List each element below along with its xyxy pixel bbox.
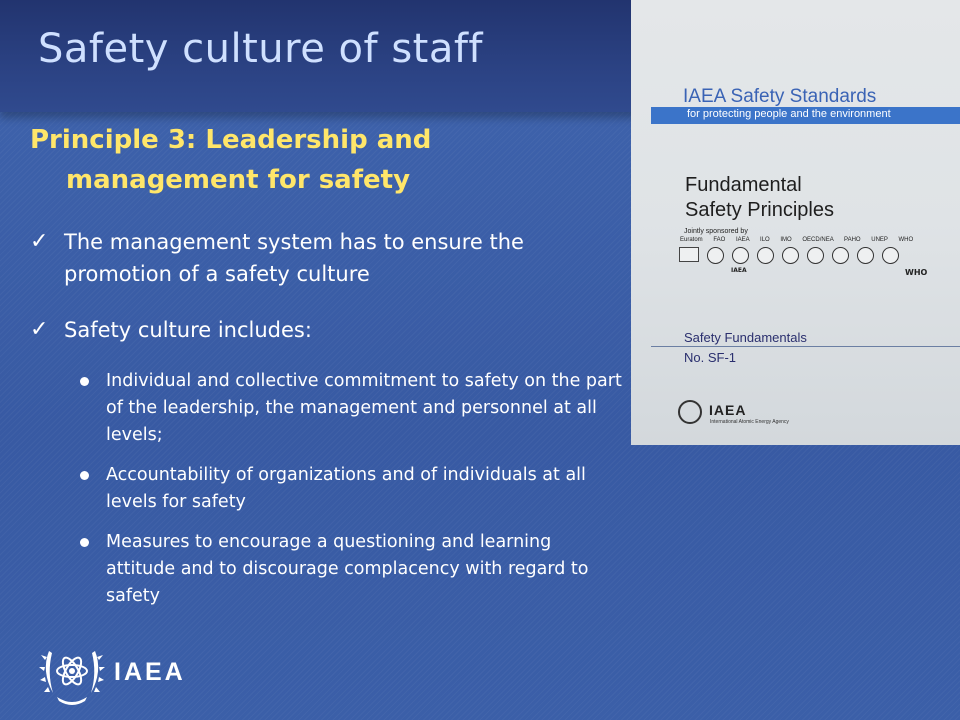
- paho-logo-icon: [832, 247, 849, 264]
- document-category: Safety Fundamentals: [684, 330, 807, 345]
- principle-heading: [30, 120, 620, 200]
- sponsor-logos: [679, 247, 899, 264]
- fao-logo-icon: [707, 247, 724, 264]
- document-title-line-2: Safety Principles: [685, 199, 834, 221]
- principle-line-2: management for safety: [66, 165, 411, 195]
- bullet-item: [80, 462, 625, 516]
- sponsor-caption-who: WHO: [905, 268, 928, 277]
- euratom-logo-icon: [679, 247, 699, 262]
- who-logo-icon: [882, 247, 899, 264]
- check-list: [30, 226, 630, 346]
- principle-line-1: Principle 3: Leadership and: [30, 125, 432, 155]
- unep-logo-icon: [857, 247, 874, 264]
- footer-org-name: IAEA: [114, 658, 186, 686]
- bullet-icon: [80, 471, 89, 480]
- series-band: [651, 107, 960, 124]
- bullet-item-text: Measures to encourage a questioning and learning attitude and to discourage complacency with regard to safety: [106, 532, 589, 606]
- iaea-logo-icon: [732, 247, 749, 264]
- document-number: No. SF-1: [684, 350, 737, 365]
- jointly-sponsored-label: Jointly sponsored by: [684, 228, 748, 235]
- imo-logo-icon: [782, 247, 799, 264]
- bullet-icon: [80, 377, 89, 386]
- publisher-name: IAEA: [709, 402, 747, 418]
- un-agency-logo-icon: [37, 637, 107, 711]
- check-item: [30, 314, 630, 346]
- publication-cover-photo: [631, 0, 960, 445]
- bullet-item-text: Individual and collective commitment to safety on the part of the leadership, the management and personnel at all levels;: [106, 371, 622, 445]
- document-title-line-1: Fundamental: [685, 174, 802, 196]
- series-title: IAEA Safety Standards: [683, 86, 877, 107]
- bullet-item: [80, 368, 625, 449]
- check-icon: ✓: [30, 229, 49, 254]
- publisher-full-name: International Atomic Energy Agency: [710, 419, 789, 425]
- bullet-list: [80, 368, 625, 623]
- sponsor-caption-iaea: IAEA: [731, 267, 747, 274]
- bullet-icon: [80, 538, 89, 547]
- check-item: [30, 226, 630, 290]
- bullet-item: [80, 529, 625, 610]
- series-subtitle: for protecting people and the environment: [687, 108, 891, 120]
- document-title: [685, 173, 834, 223]
- sponsor-names: Euratom FAO IAEA ILO IMO OECD/NEA PAHO UNEP WHO: [680, 237, 914, 243]
- bullet-item-text: Accountability of organizations and of individuals at all levels for safety: [106, 465, 586, 512]
- ilo-logo-icon: [757, 247, 774, 264]
- oecd-nea-logo-icon: [807, 247, 824, 264]
- cover-divider: [651, 346, 960, 347]
- check-item-text: Safety culture includes:: [64, 318, 312, 342]
- check-icon: ✓: [30, 317, 49, 342]
- iaea-emblem-icon: [678, 400, 702, 424]
- slide-title: Safety culture of staff: [38, 26, 484, 72]
- check-item-text: The management system has to ensure the promotion of a safety culture: [64, 230, 524, 286]
